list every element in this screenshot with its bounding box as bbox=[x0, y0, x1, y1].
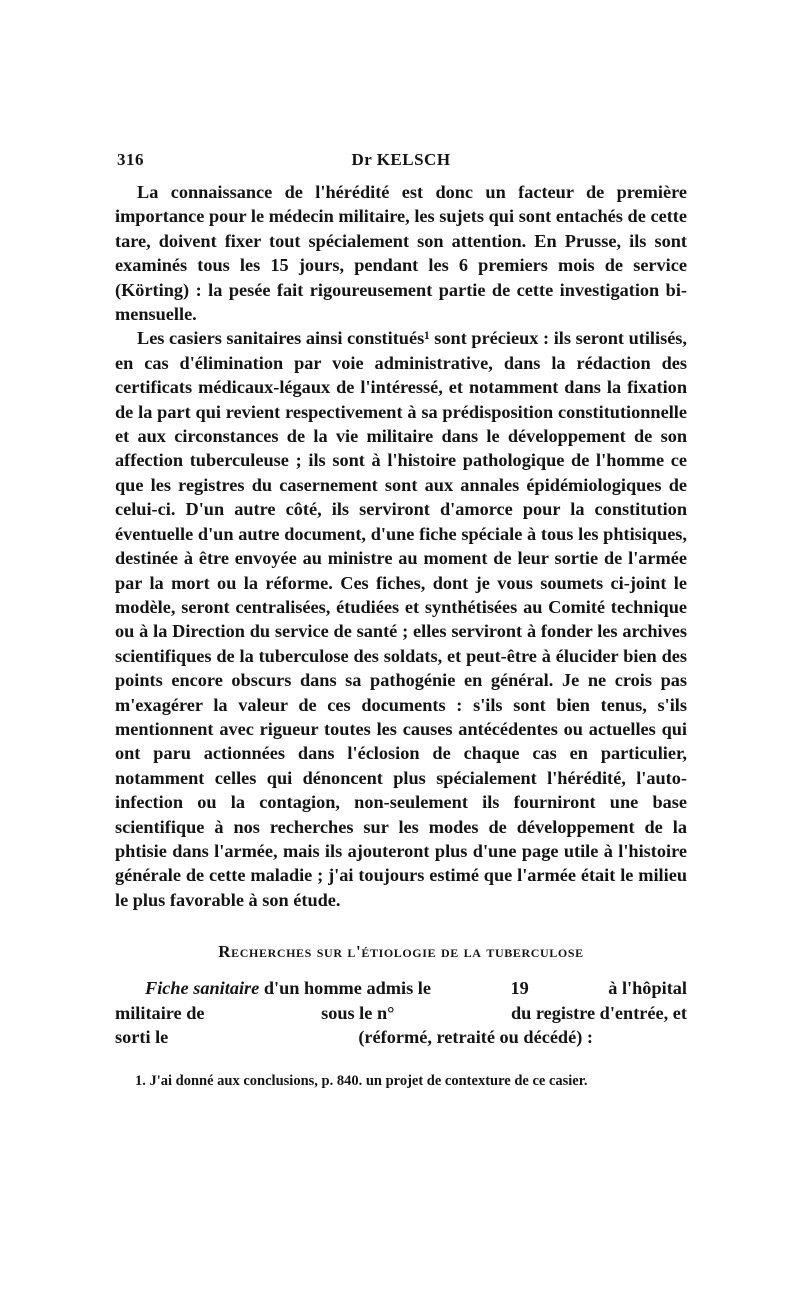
running-head bbox=[115, 150, 687, 176]
running-head-author: Dr KELSCH bbox=[351, 150, 451, 169]
form-numero-text: sous le n° bbox=[321, 1002, 395, 1023]
page-number: 316 bbox=[117, 150, 144, 169]
form-line-1-start bbox=[145, 976, 431, 1000]
form-militaire-text: militaire de bbox=[115, 1002, 205, 1023]
footnote: 1. J'ai donné aux conclusions, p. 840. un projet de contexture de ce casier. bbox=[135, 1073, 588, 1090]
form-status-text: (réformé, retraité ou décédé) : bbox=[358, 1027, 593, 1047]
fiche-sanitaire-form bbox=[115, 976, 687, 1049]
document-page bbox=[115, 150, 687, 1091]
form-hopital-text: à l'hôpital bbox=[608, 978, 687, 999]
body-text bbox=[115, 180, 687, 912]
form-registre-text: du registre d'entrée, et bbox=[510, 1002, 687, 1023]
form-sorti-text: sorti le bbox=[115, 1027, 169, 1047]
form-blank bbox=[168, 1025, 358, 1049]
section-title: Recherches sur l'étiologie de la tuberculose bbox=[218, 942, 584, 962]
form-line-1 bbox=[115, 976, 687, 1000]
paragraph-heredity: La connaissance de l'hérédité est donc un facteur de première importance pour le médecin militaire, les sujets qui sont entachés de cette tare, doivent fixer tout spécialement son attention. En Prusse, ils sont examinés tous les 15 jours, pendant les 6 premiers mois de service (Körting) : la pesée fait rigoureusement partie de cette investigation bi-mensuelle. bbox=[115, 182, 687, 325]
form-line-3 bbox=[115, 1025, 687, 1049]
form-admis-text: d'un homme admis le bbox=[263, 978, 431, 999]
fiche-sanitaire-label: Fiche sanitaire bbox=[145, 978, 260, 999]
form-year: 19 bbox=[510, 978, 529, 999]
paragraph-casiers: Les casiers sanitaires ainsi constitués¹ sont précieux : ils seront utilisés, en cas d'élimination par voie administrative, dans la rédaction des certificats médicaux-légaux de l'intéressé, et notamment dans la fixation de la part qui revient respectivement à sa prédisposition constitutionnelle et aux circonstances de la vie militaire dans le développement de son affection tuberculeuse ; ils sont à l'histoire pathologique de l'homme ce que les registres du casernement sont aux annales épidémiologiques de celui-ci. D'un autre côté, ils serviront d'amorce pour la constitution éventuelle d'un autre document, d'une fiche spéciale à tous les phtisiques, destinée à être envoyée au ministre au moment de leur sortie de l'armée par la mort ou la réforme. Ces fiches, dont je vous soumets ci-joint le modèle, seront centralisées, étudiées et synthétisées au Comité technique ou à la Direction du service de santé ; elles serviront à fonder les archives scientifiques de la tuberculose des soldats, et peut-être à élucider bien des points encore obscurs dans sa pathogénie en général. Je ne crois pas m'exagérer la valeur de ces documents : s'ils sont bien tenus, s'ils mentionnent avec rigueur toutes les causes antécédentes ou actuelles qui ont paru actionnées dans l'éclosion de chaque cas en particulier, notamment celles qui dénoncent plus spécialement l'hérédité, l'auto-infection ou la contagion, non-seulement ils fourniront une base scientifique à nos recherches sur les modes de développement de la phtisie dans l'armée, mais ils ajouteront plus d'une page utile à l'histoire générale de cette maladie ; j'ai toujours estimé que l'armée était le milieu le plus favorable à son étude. bbox=[115, 328, 687, 910]
form-line-2 bbox=[115, 1001, 687, 1025]
